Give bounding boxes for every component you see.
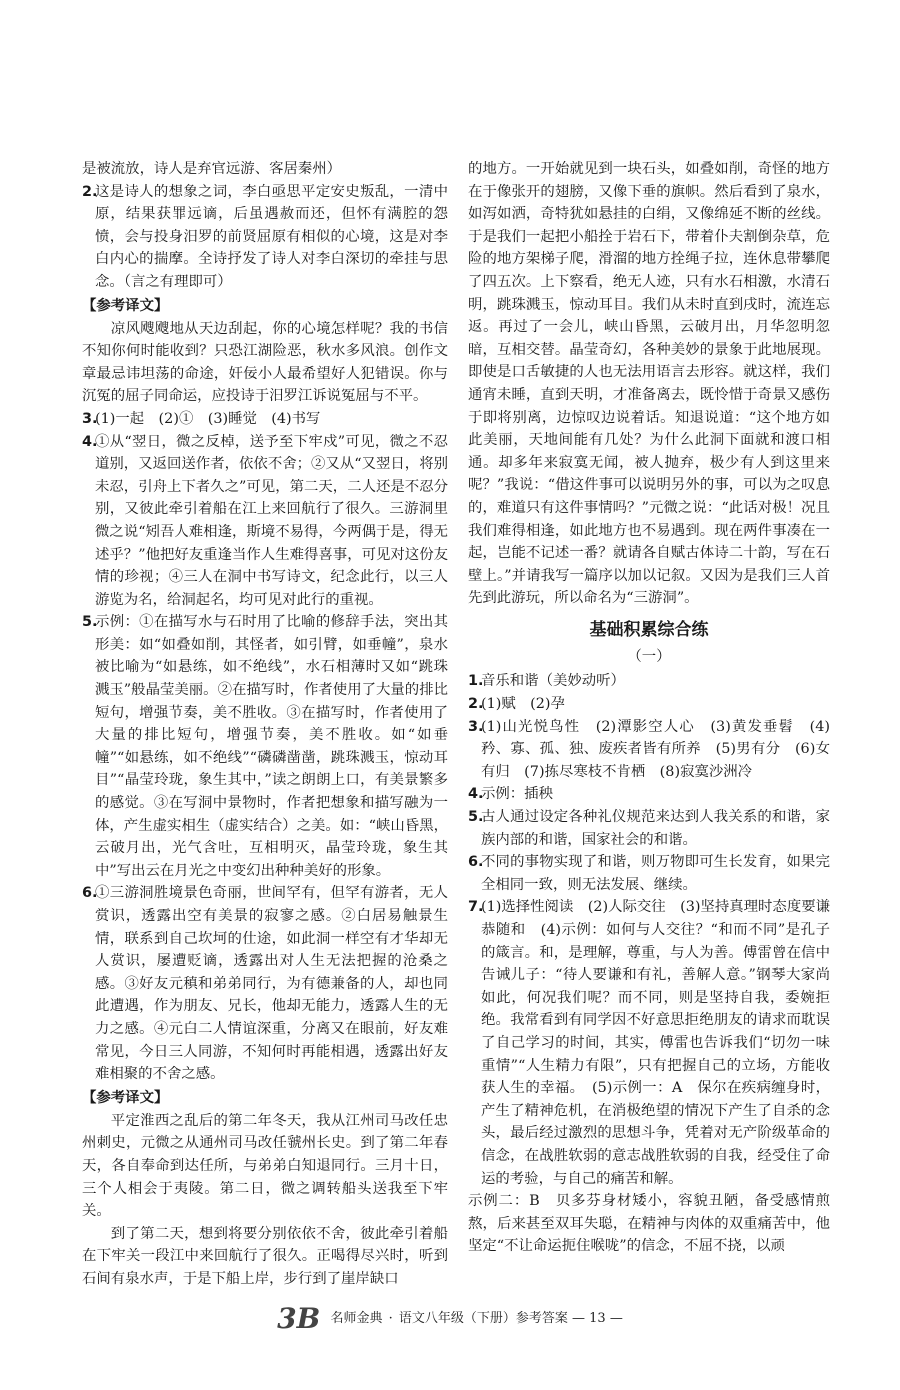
translation-text: 平定淮西之乱后的第二年冬天，我从江州司马改任忠州刺史，元微之从通州司马改任虢州长史。到了第二年春天，各自奉命到达任所，与弟弟白知退同行。三月十日，三个人相会于夷陵。第二日，微之调转船头送我至下牢关。 xyxy=(82,1112,448,1220)
answer-text: 这是诗人的想象之词，李白亟思平定安史叛乱，一清中原，结果获罪远谪，后虽遇赦而还，但怀有满腔的怨愤，会与投身汨罗的前贤屈原有相似的心境，这是对李白内心的揣摩。全诗抒发了诗人对李白深切的牵挂与思念。（言之有理即可） xyxy=(95,183,448,290)
page-footer xyxy=(0,1302,900,1335)
answer-number: 6. xyxy=(468,854,484,871)
translation-text: 凉风飕飕地从天边刮起，你的心境怎样呢？我的书信不知你何时能收到？只恐江湖险恶，秋水多风浪。创作文章最忌讳坦荡的命途，奸佞小人最希望好人犯错误。你与沉冤的屈子同命运，应投诗于汨罗江诉说冤屈与不平。 xyxy=(82,320,448,405)
answer-text: 音乐和谐（美妙动听） xyxy=(481,673,625,690)
exercise-1 xyxy=(468,670,830,693)
right-continuation: 的地方。一开始就见到一块石头，如叠如削，奇怪的地方在于像张开的翅膀，又像下垂的旗帜。然后看到了泉水，如泻如洒，奇特犹如悬挂的白绢，又像绵延不断的丝线。于是我们一起把小船拴于岩石下，带着仆夫割倒杂草，危险的地方架梯子爬，滑溜的地方拴绳子拉，连休息带攀爬了四五次。上下察看，绝无人迹，只有水石相激，水清石明，跳珠溅玉，惊动耳目。我们从未时直到戌时，流连忘返。再过了一会儿，峡山昏黑，云破月出，月华忽明忽暗，互相交替。晶莹奇幻，各种美妙的景象于此地展现。即使是口舌敏捷的人也无法用语言去形容。就这样，我们通宵未睡，直到天明，才准备离去，既怜惜于奇景又感伤于即将别离，边惊叹边说着话。知退说道：“这个地方如此美丽，天地间能有几处？为什么此洞下面就和渡口相通。却多年来寂寞无闻，被人抛弃，极少有人到这里来呢？”我说：“借这件事可以说明另外的事，可以为之叹息的，难道只有这件事情吗？”元微之说：“此话对极！况且我们难得相逢，如此地方也不易遇到。现在两件事凑在一起，岂能不记述一番？就请各自赋古体诗二十韵，写在石壁上。”并请我写一篇序以加以记叙。又因为是我们三人首先到此游玩，所以命名为“三游洞”。 xyxy=(468,161,830,607)
answer-number: 5. xyxy=(468,809,484,826)
exercise-7-continued: 示例二：B 贝多芬身材矮小，容貌丑陋，备受感情煎熬，后来甚至双耳失聪，在精神与肉体的双重痛苦中，他坚定“不让命运扼住喉咙”的信念，不屈不挠，以顽 xyxy=(468,1193,830,1255)
left-column xyxy=(82,158,448,1291)
answer-text: (1)赋 (2)孕 xyxy=(481,696,565,713)
answer-text: 古人通过设定各种礼仪规范来达到人我关系的和谐，家族内部的和谐，国家社会的和谐。 xyxy=(481,809,830,848)
answer-number: 6. xyxy=(82,885,98,902)
answer-text: ①从“翌日，微之反棹，送予至下牢戍”可见，微之不忍道别，又返回送作者，依依不舍；②又从“又翌日，将别未忍，引舟上下者久之”可见，第二天，二人还是不忍分别，又彼此牵引着船在江上来回航行了很久。三游洞里微之说“矧吾人难相逢，斯境不易得，今两偶于是，得无述乎？”他把好友重逢当作人生难得喜事，可见对这份友情的珍视；④三人在洞中书写诗文，纪念此行，以三人游览为名，给洞起名，均可见对此行的重视。 xyxy=(95,433,448,608)
exercise-4 xyxy=(468,783,830,806)
answer-6 xyxy=(82,882,448,1085)
answer-4 xyxy=(82,431,448,612)
exercise-6 xyxy=(468,851,830,896)
exercise-7 xyxy=(468,896,830,1190)
exercise-2 xyxy=(468,693,830,716)
answer-number: 3. xyxy=(82,410,98,427)
answer-number: 5. xyxy=(82,614,98,631)
brand-name: 名师金典 xyxy=(330,1311,383,1326)
answer-text: 示例：插秧 xyxy=(481,786,553,803)
section-title: 基础积累综合练 xyxy=(589,619,709,640)
answer-text: 不同的事物实现了和谐，则万物即可生长发育，如果完全相同一致，则无法发展、继续。 xyxy=(481,854,830,893)
translation-label: 【参考译文】 xyxy=(82,1089,169,1106)
answer-number: 4. xyxy=(82,433,98,450)
answer-number: 2. xyxy=(82,183,98,200)
exercise-3 xyxy=(468,716,830,784)
answer-text: (1)选择性阅读 (2)人际交往 (3)坚持真理时态度要谦恭随和 (4)示例：如何与人交往？“和而不同”是孔子的箴言。和，是理解，尊重，与人为善。傅雷曾在信中告诫儿子：“待人要谦和有礼，善解人意。”钢琴大家尚如此，何况我们呢？而不同，则是坚持自我，委婉拒绝。我常看到有同学因不好意思拒绝朋友的请求而耽误了自己学习的时间，其实，傅雷也告诉我们“切勿一味重情”“人生精力有限”，只有把握自己的立场，方能收获人生的幸福。 (5)示例一：A 保尔在疾病缠身时，产生了精神危机，在消极绝望的情况下产生了自杀的念头，最后经过激烈的思想斗争，凭着对无产阶级革命的信念，在战胜软弱的意志战胜软弱的自我，经受住了命运的考验，与自己的痛苦和解。 xyxy=(481,899,830,1187)
answer-number: 2. xyxy=(468,696,484,713)
answer-number: 4. xyxy=(468,786,484,803)
answer-2 xyxy=(82,181,448,294)
answer-3 xyxy=(82,408,448,431)
answer-number: 3. xyxy=(468,718,484,735)
section-subtitle: （一） xyxy=(627,648,671,665)
right-column xyxy=(468,158,830,1258)
book-subject: 语文八年级（下册）参考答案 xyxy=(398,1311,568,1326)
answer-number: 7. xyxy=(468,899,484,916)
answer-number: 1. xyxy=(468,673,484,690)
answer-text: (1)山光悦鸟性 (2)潭影空人心 (3)黄发垂髫 (4)矜、寡、孤、独、废疾者皆有所养 (5)男有分 (6)女有归 (7)拣尽寒枝不肯栖 (8)寂寞沙洲冷 xyxy=(481,718,830,780)
translation-text-2: 到了第二天，想到将要分别依依不舍，彼此牵引着船在下牢关一段江中来回航行了很久。正喝得尽兴时，听到石间有泉水声，于是下船上岸，步行到了崖岸缺口 xyxy=(82,1225,448,1287)
footer-separator: · xyxy=(388,1311,393,1326)
answer-text: ①三游洞胜境景色奇丽，世间罕有，但罕有游者，无人赏识，透露出空有美景的寂寥之感。②白居易触景生情，联系到自己坎坷的仕途，如此洞一样空有才华却无人赏识，屡遭贬谪，透露出对人生无法把握的沧桑之感。③好友元稹和弟弟同行，为有德兼备的人，却也同此遭遇，作为朋友、兄长，他却无能力，透露人生的无力之感。④元白二人情谊深重，分离又在眼前，好友难常见，今日三人同游，不知何时再能相遇，透露出好友难相聚的不舍之感。 xyxy=(95,885,448,1083)
answer-text: (1)一起 (2)① (3)睡觉 (4)书写 xyxy=(95,410,321,427)
exercise-5 xyxy=(468,806,830,851)
translation-label: 【参考译文】 xyxy=(82,297,169,314)
left-continuation: 是被流放，诗人是弃官远游、客居秦州） xyxy=(82,161,342,177)
page-number: — 13 — xyxy=(572,1311,623,1326)
answer-text: 示例：①在描写水与石时用了比喻的修辞手法，突出其形美：如“如叠如削，其怪者，如引臂，如垂幢”，泉水被比喻为“如悬练，如不绝线”，水石相薄时又如“跳珠溅玉”般晶莹美丽。②在描写时，作者使用了大量的排比短句，增强节奏，美不胜收。③在描写时，作者使用了大量的排比短句，增强节奏，美不胜收。如“如垂幢”“如悬练，如不绝线”“磷磷凿凿，跳珠溅玉，惊动耳目”“晶莹玲珑，象生其中，”读之朗朗上口，有美景繁多的感觉。③在写洞中景物时，作者把想象和描写融为一体，产生虚实相生（虚实结合）之美。如：“峡山昏黑，云破月出，光气含吐，互相明灭，晶莹玲珑，象生其中”写出云在月光之中变幻出种种美好的形象。 xyxy=(95,614,448,879)
answer-5 xyxy=(82,611,448,882)
brand-logo: 3B xyxy=(277,1302,321,1335)
